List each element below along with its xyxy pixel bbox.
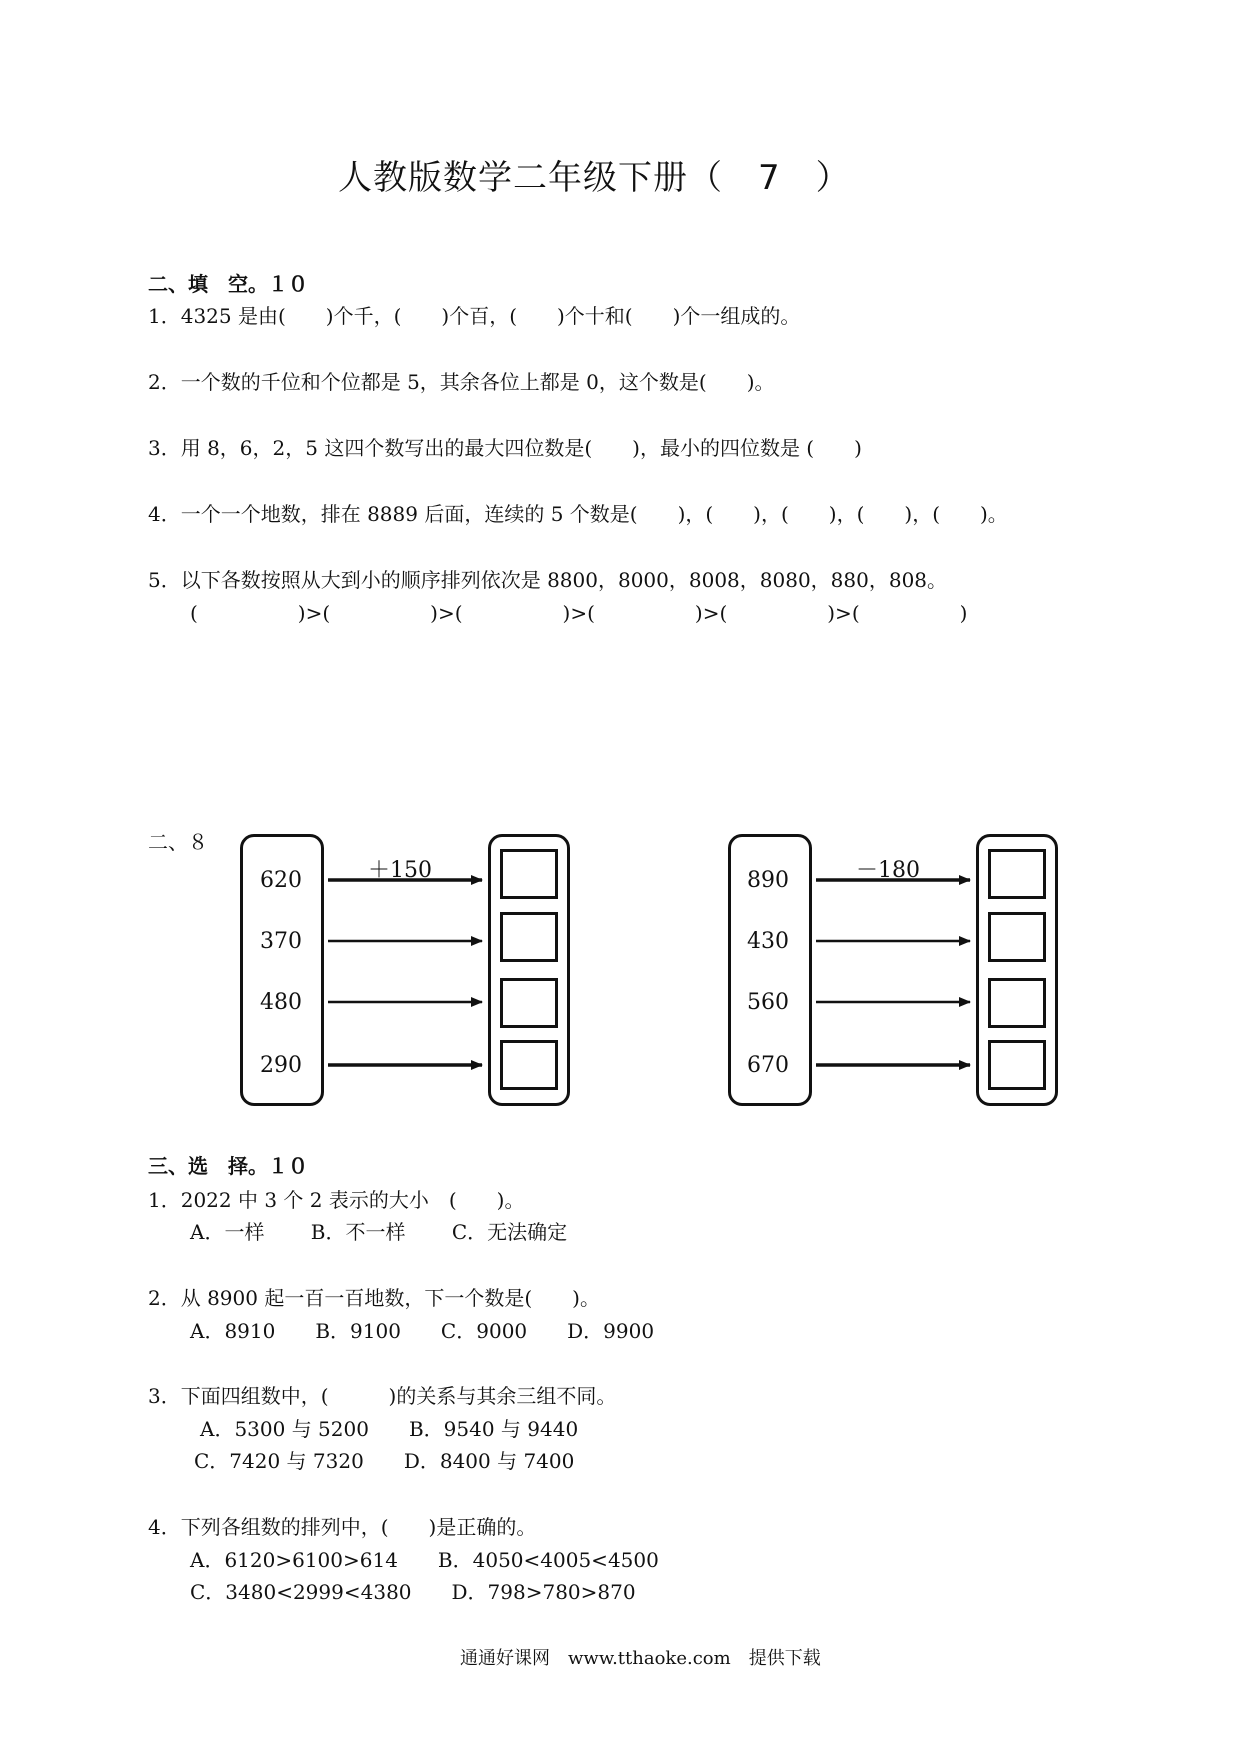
section-header-fill: 二、填 空。１０ xyxy=(148,272,308,296)
fill-question-2: 2．一个数的千位和个位都是 5，其余各位上都是 0，这个数是( )。 xyxy=(148,370,775,394)
left-operation-label: ＋150 xyxy=(368,858,432,883)
right-input-3: 560 xyxy=(747,990,789,1015)
right-input-2: 430 xyxy=(747,929,789,954)
left-input-1: 620 xyxy=(260,868,302,893)
section-header-diagram: 二、８ xyxy=(148,830,208,854)
choice-question-4: 4．下列各组数的排列中，( )是正确的。 xyxy=(148,1515,537,1539)
fill-question-1: 1．4325 是由( )个千，( )个百，( )个十和( )个一组成的。 xyxy=(148,304,801,328)
choice-question-2: 2．从 8900 起一百一百地数，下一个数是( )。 xyxy=(148,1286,600,1310)
fill-question-4: 4．一个一个地数，排在 8889 后面，连续的 5 个数是( )，( )，( )，( )，( )。 xyxy=(148,502,1008,526)
choice-question-4-options-1: A．6120>6100>614 B．4050<4005<4500 xyxy=(190,1548,659,1572)
right-operation-label: －180 xyxy=(856,858,920,883)
choice-question-4-options-2: C．3480<2999<4380 D．798>780>870 xyxy=(190,1580,636,1604)
choice-question-1: 1．2022 中 3 个 2 表示的大小 ( )。 xyxy=(148,1188,525,1212)
left-input-4: 290 xyxy=(260,1053,302,1078)
fill-question-5-blanks: ( )>( )>( )>( )>( )>( ) xyxy=(190,601,968,625)
fill-question-5: 5．以下各数按照从大到小的顺序排列依次是 8800，8000，8008，8080，880，808。 xyxy=(148,568,948,592)
choice-question-3-options-1: A．5300 与 5200 B．9540 与 9440 xyxy=(200,1417,579,1441)
left-input-2: 370 xyxy=(260,929,302,954)
choice-question-3: 3．下面四组数中，( )的关系与其余三组不同。 xyxy=(148,1384,617,1408)
right-input-1: 890 xyxy=(747,868,789,893)
choice-question-3-options-2: C．7420 与 7320 D．8400 与 7400 xyxy=(194,1449,575,1473)
page-footer: 通通好课网 www.tthaoke.com 提供下载 xyxy=(460,1648,821,1669)
page-title: 人教版数学二年级下册（ 7 ） xyxy=(338,158,851,198)
left-input-3: 480 xyxy=(260,990,302,1015)
fill-question-3: 3．用 8，6，2，5 这四个数写出的最大四位数是( )，最小的四位数是 ( ) xyxy=(148,436,862,460)
right-input-4: 670 xyxy=(747,1053,789,1078)
choice-question-1-options: A．一样 B．不一样 C．无法确定 xyxy=(190,1220,568,1244)
section-header-choice: 三、选 择。１０ xyxy=(148,1154,308,1178)
choice-question-2-options: A．8910 B．9100 C．9000 D．9900 xyxy=(190,1319,655,1343)
